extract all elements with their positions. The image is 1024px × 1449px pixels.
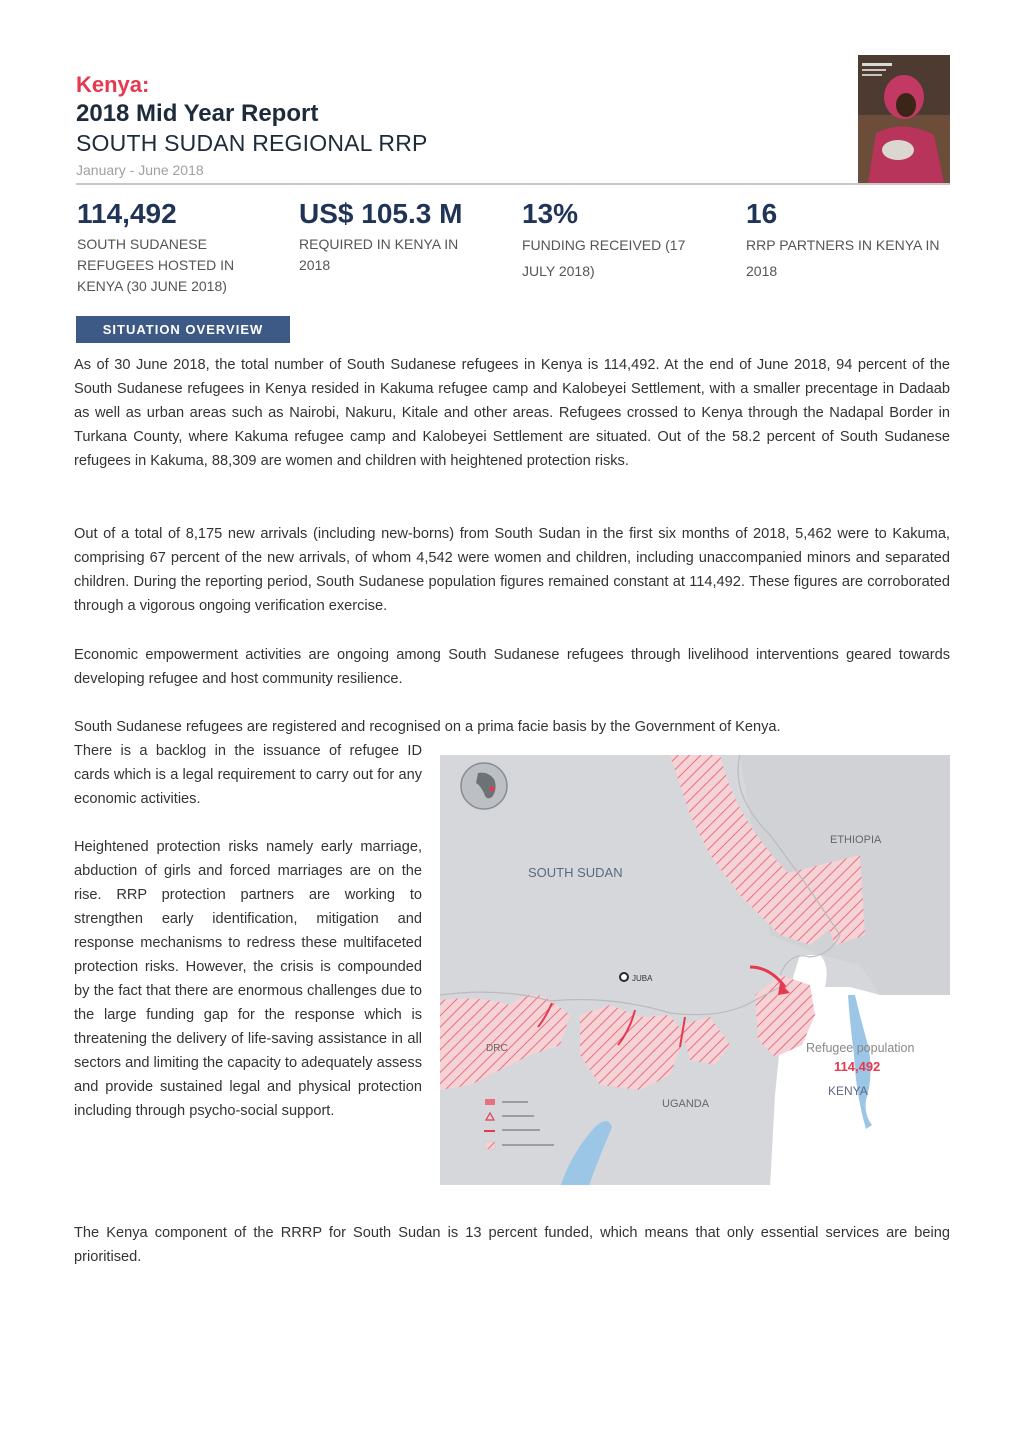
juba-marker [620,973,628,981]
paragraph-registration: South Sudanese refugees are registered and recognised on a prima facie basis by the Government of Kenya. [74,719,781,735]
map-label-drc: DRC [486,1043,508,1054]
stat-value: 16 [746,198,778,229]
header-rule [76,183,950,185]
regional-map [440,755,950,1188]
paragraph-economic-empowerment: Economic empowerment activities are ongoing among South Sudanese refugees through livelihood interventions geared towards developing refugee and host community resilience. [74,647,950,687]
stat-value: US$ 105.3 M [299,198,463,229]
report-period: January - June 2018 [76,162,204,178]
paragraph-new-arrivals: Out of a total of 8,175 new arrivals (including new-borns) from South Sudan in the first six months of 2018, 5,462 were to Kakuma, comprising 67 percent of the new arrivals, of whom 4,542 were women and children, including unaccompanied minors and separated children. During the reporting period, South Sudanese population figures remained constant at 114,492. These figures are corroborated through a vigorous ongoing verification exercise. [74,526,950,614]
report-cover-thumbnail [858,55,950,183]
map-label-uganda: UGANDA [662,1098,710,1110]
map-label-south-sudan: SOUTH SUDAN [528,865,623,880]
stat-value: 13% [522,198,579,229]
map-bottom-border [440,1185,950,1188]
report-title: 2018 Mid Year Report [76,100,319,127]
paragraph-id-backlog: There is a backlog in the issuance of refugee ID cards which is a legal requirement to carry out for any economic activities. [74,743,422,807]
stat-funding-received [522,196,732,284]
paragraph-overview: As of 30 June 2018, the total number of South Sudanese refugees in Kenya is 114,492. At the end of June 2018, 94 percent of the South Sudanese refugees in Kenya resided in Kakuma refugee camp and Kalobeyei Settlement, with a smaller precentage in Dadaab as well as urban areas such as Nairobi, Nakuru, Kitale and other areas. Refugees crossed to Kenya through the Nadapal Border in Turkana County, where Kakuma refugee camp and Kalobeyei Settlement are situated. Out of the 58.2 percent of South Sudanese refugees in Kakuma, 88,309 are women and children with heightened protection risks. [74,357,950,469]
stat-value: 114,492 [77,198,177,229]
section-heading-situation-overview: SITUATION OVERVIEW [76,316,290,343]
map-label-refugee-population: Refugee population [806,1041,915,1055]
stat-label: RRP PARTNERS IN KENYA IN 2018 [746,237,940,279]
stat-label: REQUIRED IN KENYA IN 2018 [299,236,459,273]
paragraph-protection-risks: Heightened protection risks namely early marriage, abduction of girls and forced marriages are on the rise. RRP protection partners are working to strengthen early identification, mitigation and response mechanisms to redress these multifaceted protection risks. However, the crisis is compounded by the fact that there are enormous challenges due to the large funding gap for the response which is threatening the delivery of life-saving assistance in all sectors and limiting the capacity to adequately assess and provide sustained legal and physical protection including through psycho-social support. [74,839,423,1119]
stat-label: FUNDING RECEIVED (17 JULY 2018) [522,237,686,279]
stat-rrp-partners [746,196,956,284]
stat-required-funding [299,196,509,276]
rrp-title: SOUTH SUDAN REGIONAL RRP [76,130,428,156]
map-label-juba: JUBA [632,974,653,983]
paragraph-funding-status: The Kenya component of the RRRP for South Sudan is 13 percent funded, which means that only essential services are being prioritised. [74,1225,950,1265]
country-title: Kenya: [76,72,150,97]
stat-label: SOUTH SUDANESE REFUGEES HOSTED IN KENYA (30 JUNE 2018) [77,236,235,294]
stat-refugees-hosted [77,196,287,297]
map-label-ethiopia: ETHIOPIA [830,834,882,846]
map-label-refugee-value: 114,492 [834,1059,881,1074]
map-label-kenya: KENYA [828,1084,868,1098]
